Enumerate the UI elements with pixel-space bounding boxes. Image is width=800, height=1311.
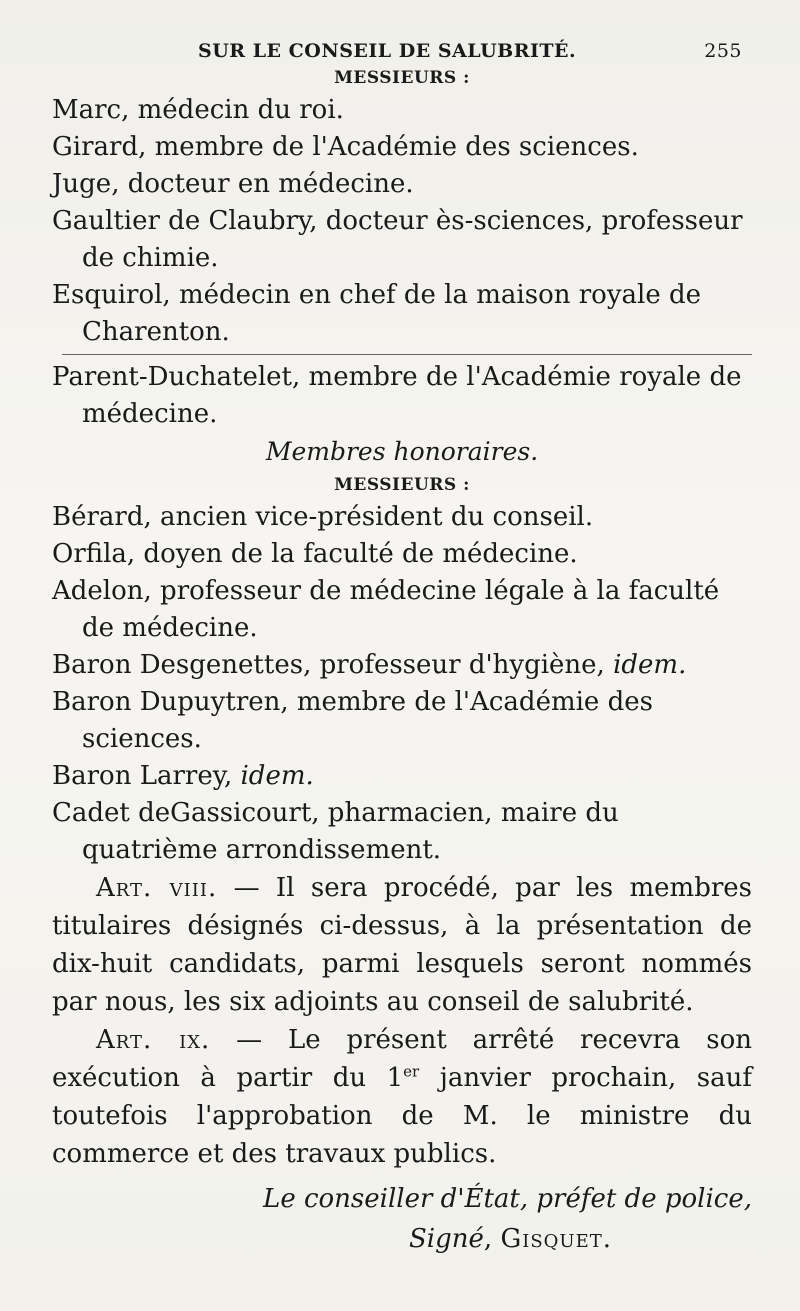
entry-text: Baron Larrey, xyxy=(52,761,241,791)
honorary-entry: Cadet deGassicourt, pharmacien, maire du quatrième arrondissement. xyxy=(52,798,619,865)
ordinal-superscript: er xyxy=(403,1062,420,1081)
signed-label: Signé xyxy=(409,1224,484,1254)
running-title: SUR LE CONSEIL DE SALUBRITÉ. xyxy=(198,40,577,62)
honorary-entry xyxy=(52,758,752,795)
member-entry: Juge, docteur en médecine. xyxy=(52,169,414,199)
signature-title: Le conseiller d'État, préfet de police, xyxy=(263,1184,752,1214)
signature-separator: , xyxy=(483,1224,501,1254)
member-entry: Gaultier de Claubry, docteur ès-sciences, professeur de chimie. xyxy=(52,206,743,273)
article-text: janvier prochain, sauf toutefois l'approbation de M. le ministre du commerce et des travaux publics. xyxy=(52,1063,752,1169)
member-entry: Marc, médecin du roi. xyxy=(52,95,344,125)
section-heading: MESSIEURS : xyxy=(334,68,470,88)
entry-text: Baron Desgenettes, professeur d'hygiène, xyxy=(52,650,614,680)
idem-text: idem. xyxy=(240,761,314,791)
honorary-entry: Adelon, professeur de médecine légale à la faculté de médecine. xyxy=(52,576,720,643)
member-entry: Girard, membre de l'Académie des sciences. xyxy=(52,132,639,162)
divider xyxy=(62,354,752,355)
section-heading: MESSIEURS : xyxy=(334,475,470,495)
honorary-heading: Membres honoraires. xyxy=(265,437,539,466)
honorary-entry: Orfila, doyen de la faculté de médecine. xyxy=(52,539,578,569)
member-entry: Parent-Duchatelet, membre de l'Académie royale de médecine. xyxy=(52,362,742,429)
honorary-entry xyxy=(52,647,752,684)
article-9 xyxy=(52,1021,752,1173)
member-entry: Esquirol, médecin en chef de la maison royale de Charenton. xyxy=(52,280,702,347)
article-label: Art. ix. xyxy=(96,1025,211,1055)
article-8 xyxy=(52,869,752,1021)
honorary-entry: Bérard, ancien vice-président du conseil. xyxy=(52,502,594,532)
article-text: — Le présent arrêté recevra son exécution à partir du 1 xyxy=(52,1025,752,1093)
signature-block xyxy=(52,1179,752,1259)
article-text: — Il sera procédé, par les membres titulaires désignés ci-dessus, à la présentation de dix-huit candidats, parmi lesquels seront nommés par nous, les six adjoints au conseil de salubrité. xyxy=(52,873,752,1017)
running-head xyxy=(198,40,742,62)
article-label: Art. viii. xyxy=(96,873,218,903)
idem-text: idem. xyxy=(613,650,687,680)
page-number: 255 xyxy=(704,40,742,62)
honorary-entry: Baron Dupuytren, membre de l'Académie des sciences. xyxy=(52,687,653,754)
signatory-name: Gisquet. xyxy=(500,1224,612,1254)
signature-line xyxy=(52,1219,752,1259)
